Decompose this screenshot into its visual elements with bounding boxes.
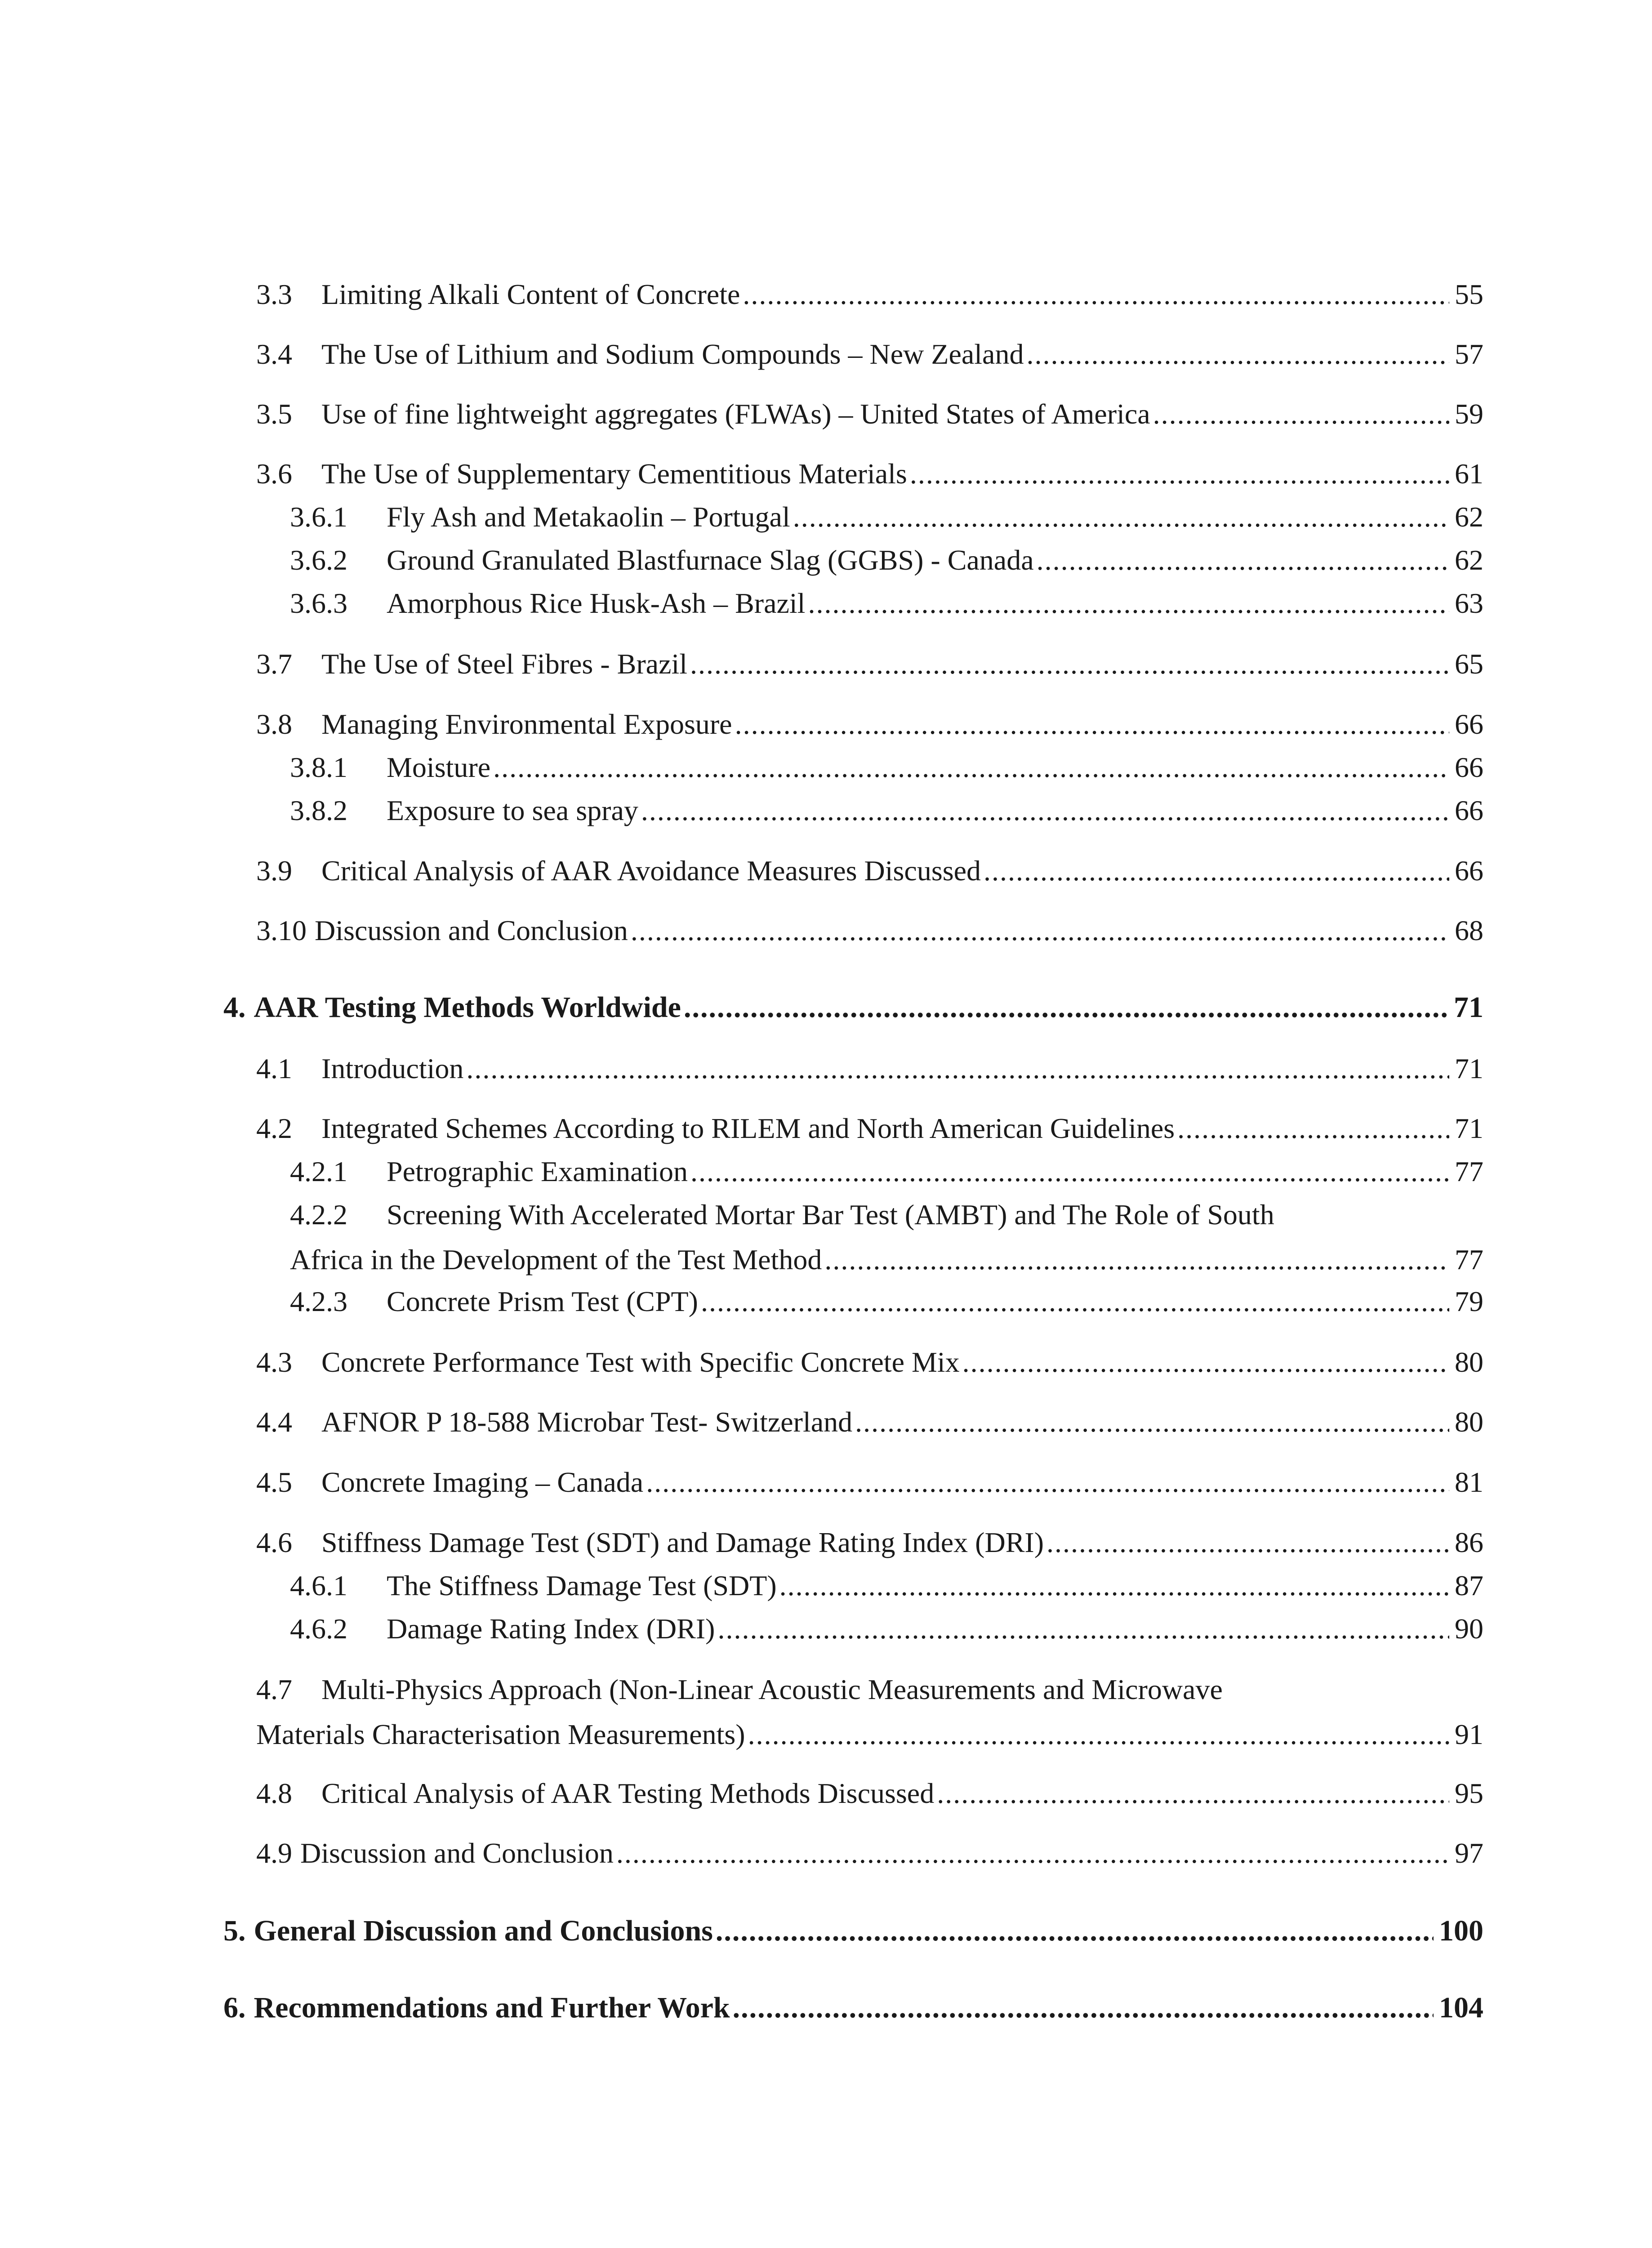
toc-entry-3-9[interactable] [256, 848, 1483, 893]
entry-title: Petrographic Examination [387, 1155, 688, 1187]
dot-leader [701, 1279, 1449, 1324]
toc-chapter-5[interactable] [223, 1909, 1483, 1954]
dot-leader [962, 1340, 1449, 1385]
entry-page-number: 79 [1455, 1285, 1483, 1317]
entry-page-number: 62 [1455, 544, 1483, 576]
entry-number: 3.4 [256, 338, 292, 370]
chapter-page-number: 71 [1454, 991, 1483, 1024]
dot-leader [1177, 1106, 1449, 1151]
entry-number: 3.6.2 [290, 544, 347, 576]
entry-number: 4.2.3 [290, 1285, 347, 1317]
entry-title: Integrated Schemes According to RILEM and North American Guidelines [321, 1112, 1175, 1144]
dot-leader [493, 745, 1449, 790]
dot-leader [1026, 332, 1449, 377]
dot-leader [855, 1400, 1449, 1445]
entry-title-line-1: Screening With Accelerated Mortar Bar Test (AMBT) and The Role of South [387, 1199, 1274, 1231]
entry-number: 4.2.2 [290, 1199, 347, 1231]
entry-number: 3.8.1 [290, 751, 347, 783]
entry-page-number: 90 [1455, 1613, 1483, 1645]
entry-number: 3.3 [256, 278, 292, 310]
entry-title-line-2: Africa in the Development of the Test Method [290, 1244, 822, 1276]
entry-title: Exposure to sea spray [387, 794, 638, 826]
toc-entry-4-7[interactable] [256, 1667, 1483, 1757]
dot-leader [779, 1563, 1449, 1608]
dot-leader [1153, 392, 1449, 437]
entry-title: Amorphous Rice Husk-Ash – Brazil [387, 587, 806, 619]
toc-entry-3-6-3[interactable] [290, 581, 1483, 626]
entry-title: Introduction [321, 1053, 464, 1084]
entry-title: Stiffness Damage Test (SDT) and Damage Rating Index (DRI) [321, 1526, 1044, 1558]
entry-page-number: 77 [1455, 1244, 1483, 1276]
entry-number: 3.8.2 [290, 794, 347, 826]
entry-number: 3.9 [256, 855, 292, 887]
entry-page-number: 95 [1455, 1777, 1483, 1809]
entry-page-number: 77 [1455, 1155, 1483, 1187]
chapter-title: Recommendations and Further Work [254, 1991, 730, 2024]
entry-page-number: 80 [1455, 1406, 1483, 1438]
entry-page-number: 68 [1455, 914, 1483, 946]
toc-entry-4-2[interactable] [256, 1106, 1483, 1151]
toc-entry-3-5[interactable] [256, 392, 1483, 437]
entry-page-number: 91 [1455, 1718, 1483, 1750]
entry-number: 4.9 [256, 1837, 292, 1869]
toc-entry-4-6-1[interactable] [290, 1563, 1483, 1608]
entry-title: Discussion and Conclusion [315, 914, 628, 946]
chapter-page-number: 104 [1439, 1991, 1483, 2024]
entry-number: 3.10 [256, 914, 307, 946]
dot-leader [466, 1046, 1449, 1091]
entry-number: 4.6 [256, 1526, 292, 1558]
entry-page-number: 66 [1455, 708, 1483, 740]
toc-entry-3-8-2[interactable] [290, 788, 1483, 833]
chapter-number: 5. [223, 1914, 246, 1947]
entry-page-number: 55 [1455, 278, 1483, 310]
toc-entry-3-8-1[interactable] [290, 745, 1483, 790]
entry-title: Discussion and Conclusion [300, 1837, 614, 1869]
entry-page-number: 59 [1455, 398, 1483, 430]
entry-number: 3.6.3 [290, 587, 347, 619]
toc-entry-4-2-1[interactable] [290, 1149, 1483, 1194]
chapter-title: General Discussion and Conclusions [254, 1914, 713, 1947]
entry-page-number: 66 [1455, 751, 1483, 783]
entry-title: Fly Ash and Metakaolin – Portugal [387, 501, 790, 533]
entry-number: 3.6 [256, 458, 292, 490]
dot-leader [631, 908, 1449, 953]
entry-number: 4.8 [256, 1777, 292, 1809]
entry-title: Concrete Prism Test (CPT) [387, 1285, 698, 1317]
toc-entry-4-4[interactable] [256, 1400, 1483, 1445]
toc-entry-3-6-2[interactable] [290, 538, 1483, 583]
entry-page-number: 86 [1455, 1526, 1483, 1558]
entry-page-number: 63 [1455, 587, 1483, 619]
entry-title: The Stiffness Damage Test (SDT) [387, 1570, 777, 1601]
entry-page-number: 57 [1455, 338, 1483, 370]
toc-entry-3-8[interactable] [256, 702, 1483, 747]
entry-number: 4.5 [256, 1466, 292, 1498]
chapter-number: 6. [223, 1991, 246, 2024]
dot-leader [735, 702, 1449, 747]
dot-leader [793, 495, 1449, 540]
entry-title: Use of fine lightweight aggregates (FLWAs) – United States of America [321, 398, 1150, 430]
toc-entry-4-5[interactable] [256, 1460, 1483, 1505]
entry-title: Ground Granulated Blastfurnace Slag (GGBS) - Canada [387, 544, 1034, 576]
entry-page-number: 97 [1455, 1837, 1483, 1869]
toc-entry-3-3[interactable] [256, 272, 1483, 317]
dot-leader [690, 642, 1449, 687]
toc-entry-3-6-1[interactable] [290, 495, 1483, 540]
entry-title: The Use of Steel Fibres - Brazil [321, 648, 687, 680]
entry-title: Limiting Alkali Content of Concrete [321, 278, 740, 310]
toc-entry-4-6-2[interactable] [290, 1606, 1483, 1651]
entry-number: 4.7 [256, 1673, 292, 1705]
entry-page-number: 87 [1455, 1570, 1483, 1601]
dot-leader [716, 1909, 1434, 1954]
entry-number: 3.5 [256, 398, 292, 430]
dot-leader [717, 1606, 1449, 1651]
entry-page-number: 81 [1455, 1466, 1483, 1498]
entry-number: 4.4 [256, 1406, 292, 1438]
dot-leader [808, 581, 1449, 626]
dot-leader [1046, 1520, 1449, 1565]
entry-title: Managing Environmental Exposure [321, 708, 732, 740]
entry-title: Damage Rating Index (DRI) [387, 1613, 715, 1645]
entry-title: The Use of Supplementary Cementitious Materials [321, 458, 907, 490]
entry-number: 3.6.1 [290, 501, 347, 533]
toc-entry-4-3[interactable] [256, 1340, 1483, 1385]
dot-leader [646, 1460, 1449, 1505]
entry-page-number: 61 [1455, 458, 1483, 490]
chapter-title: AAR Testing Methods Worldwide [254, 991, 681, 1024]
entry-title: Concrete Performance Test with Specific Concrete Mix [321, 1346, 960, 1378]
toc-entry-4-2-3[interactable] [290, 1279, 1483, 1324]
entry-page-number: 71 [1455, 1053, 1483, 1084]
entry-number: 3.7 [256, 648, 292, 680]
entry-number: 4.2 [256, 1112, 292, 1144]
entry-number: 4.6.2 [290, 1613, 347, 1645]
entry-title: Critical Analysis of AAR Testing Methods Discussed [321, 1777, 935, 1809]
dot-leader [733, 1985, 1434, 2030]
entry-title: Moisture [387, 751, 491, 783]
toc-chapter-4[interactable] [223, 985, 1483, 1030]
entry-title: AFNOR P 18-588 Microbar Test- Switzerland [321, 1406, 853, 1438]
toc-entry-4-1[interactable] [256, 1046, 1483, 1091]
entry-number: 4.6.1 [290, 1570, 347, 1601]
entry-number: 4.1 [256, 1053, 292, 1084]
toc-chapter-6[interactable] [223, 1985, 1483, 2030]
dot-leader [824, 1237, 1449, 1282]
entry-page-number: 71 [1455, 1112, 1483, 1144]
dot-leader [937, 1771, 1449, 1816]
dot-leader [743, 272, 1449, 317]
chapter-number: 4. [223, 991, 246, 1024]
entry-page-number: 65 [1455, 648, 1483, 680]
toc-entry-4-8[interactable] [256, 1771, 1483, 1816]
entry-number: 4.3 [256, 1346, 292, 1378]
dot-leader [641, 788, 1449, 833]
dot-leader [748, 1712, 1449, 1757]
toc-entry-4-6[interactable] [256, 1520, 1483, 1565]
toc-entry-3-10[interactable] [256, 908, 1483, 953]
toc-entry-4-2-2[interactable] [290, 1192, 1483, 1282]
dot-leader [1037, 538, 1449, 583]
entry-title-line-2: Materials Characterisation Measurements) [256, 1718, 745, 1750]
entry-page-number: 66 [1455, 855, 1483, 887]
chapter-page-number: 100 [1439, 1914, 1483, 1947]
toc-entry-3-7[interactable] [256, 642, 1483, 687]
entry-number: 3.8 [256, 708, 292, 740]
entry-title-line-1: Multi-Physics Approach (Non-Linear Acoustic Measurements and Microwave [321, 1673, 1223, 1705]
dot-leader [616, 1831, 1449, 1876]
dot-leader [984, 848, 1449, 893]
entry-page-number: 66 [1455, 794, 1483, 826]
entry-title: Concrete Imaging – Canada [321, 1466, 644, 1498]
entry-page-number: 62 [1455, 501, 1483, 533]
entry-title: The Use of Lithium and Sodium Compounds – New Zealand [321, 338, 1024, 370]
entry-title: Critical Analysis of AAR Avoidance Measures Discussed [321, 855, 981, 887]
dot-leader [684, 985, 1448, 1030]
dot-leader [690, 1149, 1449, 1194]
dot-leader [910, 451, 1449, 496]
toc-entry-3-4[interactable] [256, 332, 1483, 377]
toc-entry-4-9[interactable] [256, 1831, 1483, 1876]
entry-page-number: 80 [1455, 1346, 1483, 1378]
entry-number: 4.2.1 [290, 1155, 347, 1187]
toc-entry-3-6[interactable] [256, 451, 1483, 496]
